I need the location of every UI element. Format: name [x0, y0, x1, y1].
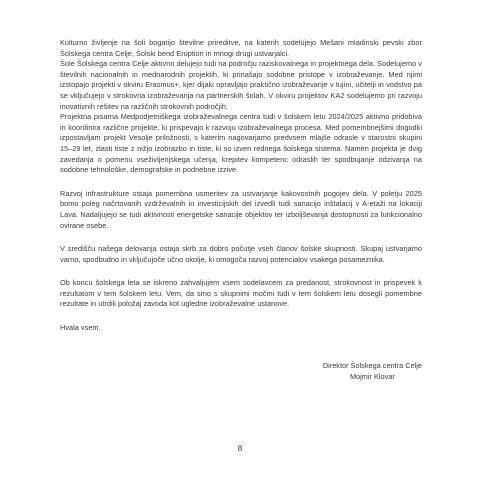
paragraph-closing: Hvala vsem. — [60, 323, 101, 333]
signature-role: Direktor Šolskega centra Celje — [322, 361, 422, 370]
signature-block — [323, 361, 422, 382]
paragraph-infrastructure: Razvoj infrastrukture ostaja pomembna usmeritev za ustvarjanje kakovostnih pogojev dela. V poletju 2025 bomo poleg načrtovanih vzdrževalnih in investicijskih del izvedli tudi sanacijo inštalacij v A-etaži na lokaciji Lava. Nadaljujejo se tudi aktivnosti energetske sanacije objektov ter izboljševanja dostopnosti za funkcionalno ovirane osebe. — [60, 188, 422, 230]
paragraph-culture: Kulturno življenje na šoli bogatijo številne prireditve, na katerih sodelujejo Mešani mladinski pevski zbor Šolskega centra Celje, Šolski bend Eruption in mnogi drugi ustvarjalci. — [60, 38, 422, 58]
paragraph-thanks: Ob koncu šolskega leta se iskreno zahvaljujem vsem sodelavcem za predanost, strokovnost in prispevek k rezultatom v tem šolskem letu. Vem, da smo s skupnimi močmi tudi v tem šolskem letu dosegli pomembne rezultate in utrdili položaj zavoda kot ugledne izobraževalne ustanove. — [60, 278, 422, 309]
paragraph-wellbeing: V središču našega delovanja ostaja skrb za dobro počutje vseh članov šolske skupnosti. Skupaj ustvarjamo varno, spodbudno in vključujoče učno okolje, ki omogoča razvoj potencialov vsakega posameznika. — [60, 244, 422, 264]
signature-name: Mojmir Klovar — [349, 371, 395, 381]
document-body — [60, 38, 422, 347]
paragraph-projects: Šole Šolskega centra Celje aktivno delujejo tudi na področju raziskovalnega in projektnega dela. Sodelujemo v številnih nacionalnih in mednarodnih projektih, ki prinašajo sodobne pristope v izobraževanje. Med njimi izstopajo projekti v okviru Erasmus+, kjer dijaki opravljajo praktično izobraževanje v tujini, učitelji in vodstvo pa se vključujejo v strokovna izobraževanja na partnerskih šolah. V okviru projektov KA2 sodelujemo pri razvoju inovativnih rešitev na različnih strokovnih področjih. — [60, 59, 422, 111]
page-number: 8 — [237, 444, 243, 453]
paragraph-project-office: Projektna pisarna Medpodjetniškega izobraževalnega centra tudi v šolskem letu 2024/2025 aktivno pridobiva in koordinira različne projekte, ki prispevajo k razvoju izobraževalnega procesa. Med pomembnejšimi dogodki izpostavljam projekt Vesolje priložnosti, s katerim nagovarjamo predvsem mlajše odrasle v starostni skupini 15–29 let, zlasti tiste z nižjo izobrazbo in tiste, ki so izven rednega šolskega sistema. Namen projekta je dvig zavedanja o pomenu vseživljenjskega učenja, krepitev kompetenc odraslih ter spodbujanje odzivanja na sodobne tehnološke, demografske in podnebne izzive. — [60, 112, 422, 175]
